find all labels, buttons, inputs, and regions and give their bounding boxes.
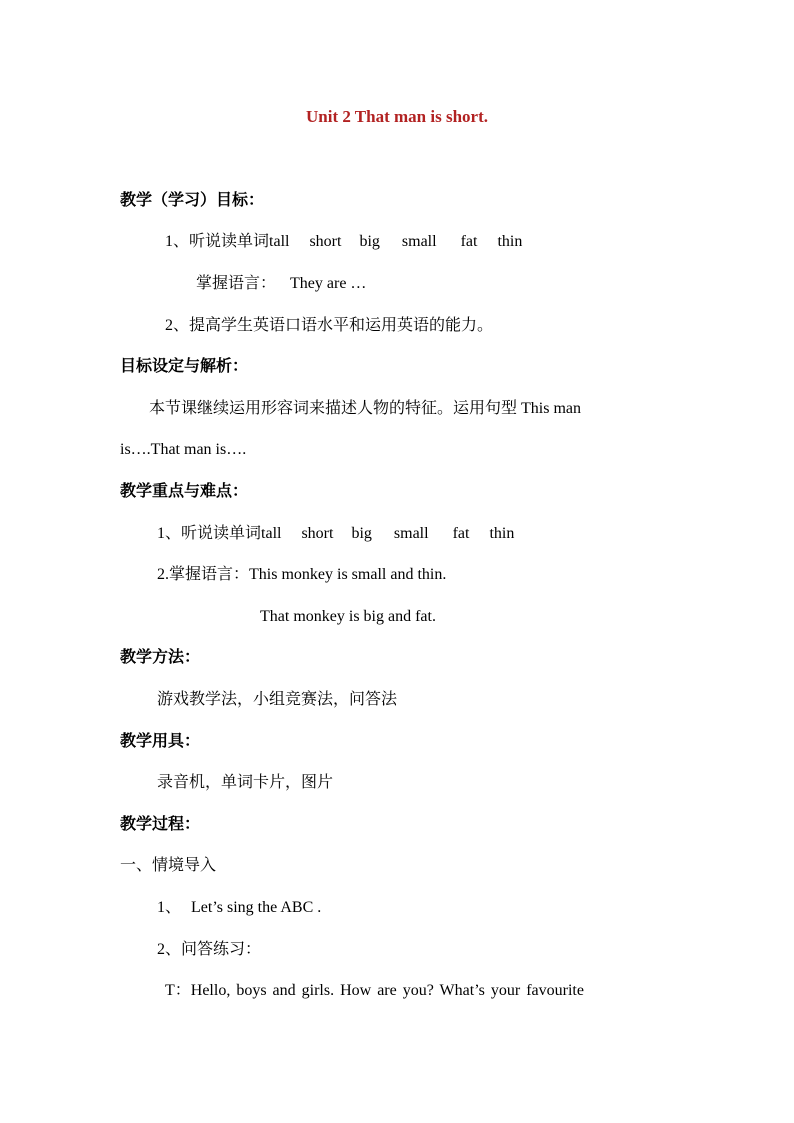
methods-heading: 教学方法： bbox=[120, 649, 201, 666]
key-points-heading: 教学重点与难点： bbox=[120, 483, 249, 500]
tools-text: 录音机，单词卡片，图片 bbox=[157, 774, 334, 791]
key-word-short: short bbox=[301, 525, 334, 542]
objective-word-small: small bbox=[401, 233, 437, 250]
objective-1-language-label: 掌握语言： bbox=[196, 275, 277, 292]
step-2: 2、问答练习： bbox=[157, 941, 262, 958]
analysis-heading: 目标设定与解析： bbox=[120, 358, 249, 375]
analysis-line-2: is….That man is…. bbox=[120, 441, 247, 458]
objective-1-language bbox=[196, 274, 366, 294]
step-1 bbox=[157, 898, 321, 918]
tools-heading: 教学用具： bbox=[120, 733, 201, 750]
dialogue-line: T：Hello, boys and girls. How are you? What’s your favourite bbox=[165, 982, 584, 999]
key-word-thin: thin bbox=[489, 525, 515, 542]
key-point-1 bbox=[157, 524, 514, 544]
objective-word-short: short bbox=[309, 233, 342, 250]
key-word-tall: tall bbox=[261, 525, 282, 542]
key-word-fat: fat bbox=[452, 525, 470, 542]
methods-text: 游戏教学法，小组竞赛法，问答法 bbox=[157, 691, 398, 708]
key-point-2 bbox=[157, 565, 446, 585]
key-point-2-sentence-2: That monkey is big and fat. bbox=[260, 608, 436, 625]
objectives-heading: 教学（学习）目标： bbox=[120, 192, 265, 209]
objective-word-tall: tall bbox=[269, 233, 290, 250]
objective-word-thin: thin bbox=[497, 233, 523, 250]
objective-1 bbox=[165, 232, 522, 252]
key-point-1-prefix: 1、听说读单词 bbox=[157, 525, 262, 542]
page-title: Unit 2 That man is short. bbox=[306, 107, 488, 126]
objective-2: 2、提高学生英语口语水平和运用英语的能力。 bbox=[165, 317, 494, 334]
key-point-2-sentence-1: This monkey is small and thin. bbox=[249, 566, 447, 583]
key-point-2-label: 2.掌握语言： bbox=[157, 566, 250, 583]
objective-word-big: big bbox=[359, 233, 380, 250]
objective-1-prefix: 1、听说读单词 bbox=[165, 233, 270, 250]
key-word-small: small bbox=[393, 525, 429, 542]
analysis-line-1: 本节课继续运用形容词来描述人物的特征。运用句型 This man bbox=[149, 400, 581, 417]
objective-1-language-value: They are … bbox=[290, 275, 367, 292]
key-word-big: big bbox=[351, 525, 372, 542]
process-heading: 教学过程： bbox=[120, 816, 201, 833]
objective-word-fat: fat bbox=[460, 233, 478, 250]
section-1-heading: 一、情境导入 bbox=[120, 857, 217, 874]
step-1-text: Let’s sing the ABC . bbox=[191, 899, 322, 916]
step-1-number: 1、 bbox=[157, 899, 182, 916]
